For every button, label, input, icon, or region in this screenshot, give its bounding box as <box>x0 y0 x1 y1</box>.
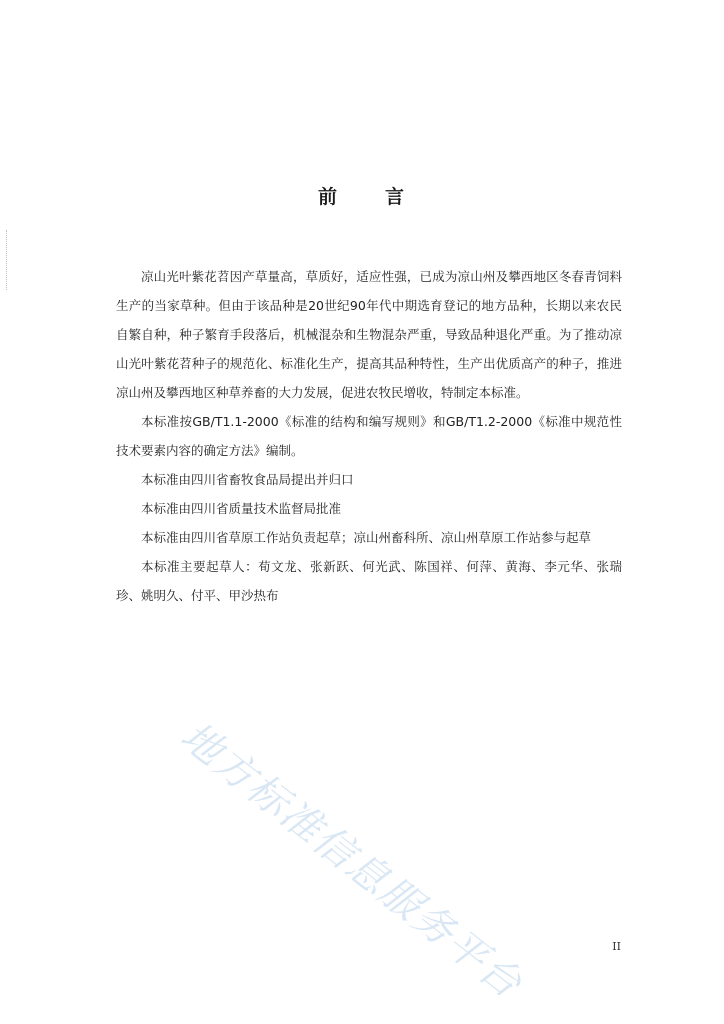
paragraph-proposer: 本标准由四川省畜牧食品局提出并归口 <box>141 472 354 487</box>
page-title <box>0 182 724 209</box>
title-char-2: 言 <box>385 186 407 208</box>
paragraph-approver: 本标准由四川省质量技术监督局批准 <box>141 501 342 516</box>
scan-edge-marks <box>6 230 9 290</box>
page-number: II <box>612 940 621 953</box>
paragraph-main-drafters: 本标准主要起草人：荀文龙、张新跃、何光武、陈国祥、何萍、黄海、李元华、张瑞珍、姚明久、付平、甲沙热布 <box>116 559 622 603</box>
paragraph-drafting-rules: 本标准按GB/T1.1-2000《标准的结构和编写规则》和GB/T1.2-2000《标准中规范性技术要素内容的确定方法》编制。 <box>116 414 622 458</box>
paragraph-drafters-org: 本标准由四川省草原工作站负责起草；凉山州畜科所、凉山州草原工作站参与起草 <box>141 530 592 545</box>
watermark: 地方标准信息服务平台 <box>171 713 531 1008</box>
paragraph-intro: 凉山光叶紫花苕因产草量高，草质好，适应性强，已成为凉山州及攀西地区冬春青饲料生产的当家草种。但由于该品种是20世纪90年代中期选育登记的地方品种，长期以来农民自繁自种，种子繁育手段落后，机械混杂和生物混杂严重，导致品种退化严重。为了推动凉山光叶紫花苕种子的规范化、标准化生产，提高其品种特性，生产出优质高产的种子，推进凉山州及攀西地区种草养畜的大力发展，促进农牧民增收，特制定本标准。 <box>116 269 622 400</box>
foreword-body <box>116 262 622 610</box>
title-char-1: 前 <box>317 186 339 208</box>
